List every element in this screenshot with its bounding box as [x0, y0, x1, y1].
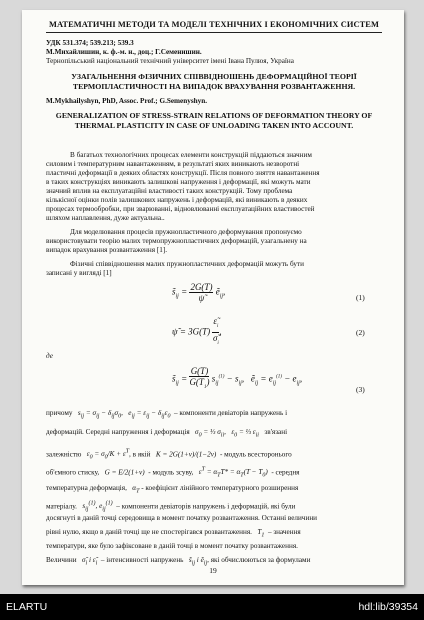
text: об'ємного стиску, — [46, 468, 100, 477]
handle-id[interactable]: hdl:lib/39354 — [358, 601, 418, 613]
line-rivni: рівні нулю, якщо в даній точці ще не спостерігався розвантаження. $T_1$ – значення — [46, 528, 301, 539]
line-obyem: об'ємного стиску, G = E/2(1+ν) - модуль зсуву, $\varepsilon^T = \alpha_TT* = \alpha_T(T - T_0)$ - середня — [46, 467, 300, 479]
line-tempera: температури, яке було зафіксоване в даній точці в момент початку розвантаження. — [46, 542, 298, 550]
para1-line: в таких конструкціях виникають залишкові напруження і деформації, які можуть мати — [46, 178, 311, 186]
authors-ua: М.Михайлишин, к. ф.-м. н., доц.; Г.Семенишин. — [46, 48, 202, 56]
text: матеріалу. — [46, 502, 77, 511]
running-header: МАТЕМАТИЧНІ МЕТОДИ ТА МОДЕЛІ ТЕХНІЧНИХ І ЕКОНОМІЧНИХ СИСТЕМ — [48, 20, 380, 29]
text: - модуль всесторонього — [219, 450, 292, 459]
page-number: 19 — [209, 566, 217, 575]
repository-footer — [0, 594, 424, 620]
text: - коефіцієнт лінійного температурного розширення — [141, 484, 299, 492]
title-ua: УЗАГАЛЬНЕННЯ ФІЗИЧНИХ СПІВВІДНОШЕНЬ ДЕФОРМАЦІЙНОЇ ТЕОРІЇ ТЕРМОПЛАСТИЧНОСТІ НА ВИПАДОК ВРАХУВАННЯ РОЗВАНТАЖЕННЯ. — [71, 72, 357, 91]
line-material: матеріалу. $s_{ij}^{(1)}$, $e_{ij}^{(1)}$ – компоненти девіаторів напружень і деформацій, які були — [46, 501, 296, 513]
text: - модуль зсуву, — [148, 468, 194, 477]
text: залежністю — [46, 450, 82, 459]
title-en: GENERALIZATION OF STRESS-STRAIN RELATIONS OF DEFORMATION THEORY OF THERMAL PLASTICITY IN CASE OF UNLOADING TAKEN INTO ACCOUNT. — [55, 111, 373, 130]
para3-line: Фізичні співвідношення малих пружнопластичних деформацій можуть бути — [70, 260, 304, 268]
text: – компоненти девіаторів напружень і — [174, 409, 288, 417]
equation-1: $s̃_{ij}$ = $\frac{2G(T)}{\psĩ}$ ẽ$_{ij}$, — [172, 282, 226, 303]
para2-line: Для моделювання процесів пружнопластичного деформування пропонуємо — [70, 228, 302, 236]
text: зв'язані — [264, 428, 288, 436]
equation-3: $s̃_{ij}$ = $\frac{G(T)}{G(T_1)}$ $s_{ij}^{(1)} - s_{ij}$, ẽ$_{ij}$ = $e_{ij}^{(1)} - e_{ij}$, — [172, 366, 303, 390]
word-de: де — [46, 352, 53, 360]
line-deform: деформацій. Середні напруження і деформація $\sigma_0$ = ⅓ $\sigma_{ii}$, $\varepsilon_0$ = ⅓ $\varepsilon_{ii}$ зв'язані — [46, 428, 288, 439]
header-rule — [46, 32, 382, 33]
line-velychyny: Величини $\sigmã_i$ і $\varepsiloñ_i$ – інтенсивності напружень $s̃_{ij}$ і ẽ$_{ij}$, які обчислюються за формулами — [46, 556, 311, 567]
text: причому — [46, 409, 73, 417]
repository-name[interactable]: ELARTU — [6, 601, 48, 613]
para3-line: записані у вигляді [1] — [46, 269, 112, 277]
line-dosyag: досягнуті в даній точці середовища в момент початку розвантаження. Останні величини — [46, 514, 318, 522]
para1-line: силовим і температурним навантаженням, в результаті яких виникають незворотні — [46, 160, 300, 168]
para1-line: пластичні деформації в деяких областях конструкції. Після повного зняття навантаження — [46, 169, 320, 177]
equation-number-2: (2) — [356, 328, 365, 337]
text: – інтенсивності напружень — [100, 556, 184, 564]
para1-line: В багатьох технологічних процесах елементи конструкцій піддаються значним — [70, 151, 312, 159]
text: – компоненти девіаторів напружень і деформацій, які були — [116, 502, 296, 511]
para1-line: значний вплив на експлуатаційні властивості таких конструкцій. Тому проблема — [46, 187, 293, 195]
text: рівні нулю, якщо в даній точці ще не спостерігався розвантаження. — [46, 528, 252, 536]
affiliation: Тернопільський національний технічний університет імені Івана Пулюя, Україна — [46, 57, 294, 65]
equation-number-1: (1) — [356, 293, 365, 302]
para1-line: процесах термообробки, при зварюванні, відновлюванні експлуатаційних властивостей — [46, 205, 315, 213]
line-temp: температурна деформація, $\alpha_T$ - коефіцієнт лінійного температурного розширення — [46, 484, 299, 495]
line-prychomu: причому $s_{ij} = \sigma_{ij} - \delta_{ij}\sigma_0$, $e_{ij} = \varepsilon_{ij} - \delta_{ij}\varepsilon_0$ – компоненти девіаторів напружень і — [46, 409, 288, 420]
para2-line: використовувати теорію малих термопружнопластичних деформацій, узагальнену на — [46, 237, 307, 245]
udc-code: УДК 531.374; 539.213; 539.3 — [46, 39, 134, 47]
text: температурна деформація, — [46, 484, 127, 492]
text: - середня — [271, 468, 300, 477]
equation-2: ψ̃ = 3G(T) $\frac{\varepsiloñ_i}{\sigmã_i}$ , — [172, 316, 222, 346]
authors-en: M.Mykhailyshyn, PhD, Assoc. Prof.; G.Semenyshyn. — [46, 97, 208, 105]
journal-page — [22, 10, 404, 585]
text: , які обчислюються за формулами — [207, 556, 311, 564]
line-zalezh: залежністю $\varepsilon_0 = \sigma_0/K + \varepsilon^T$, в якій K = 2G(1+ν)/(1−2ν) - модуль всесторонього — [46, 449, 292, 461]
equation-number-3: (3) — [356, 385, 365, 394]
para1-line: шляхом наплавлення, дуже актуальна.. — [46, 214, 165, 222]
text: , в якій — [129, 450, 151, 459]
text: деформацій. Середні напруження і деформація — [46, 428, 190, 436]
para1-line: кількісної оцінки полів залишкових напружень і деформацій, які виникають в деяких — [46, 196, 308, 204]
text: Величини — [46, 556, 77, 564]
text: – значення — [267, 528, 301, 536]
para2-line: випадок врахування розвантаження [1]. — [46, 246, 168, 254]
